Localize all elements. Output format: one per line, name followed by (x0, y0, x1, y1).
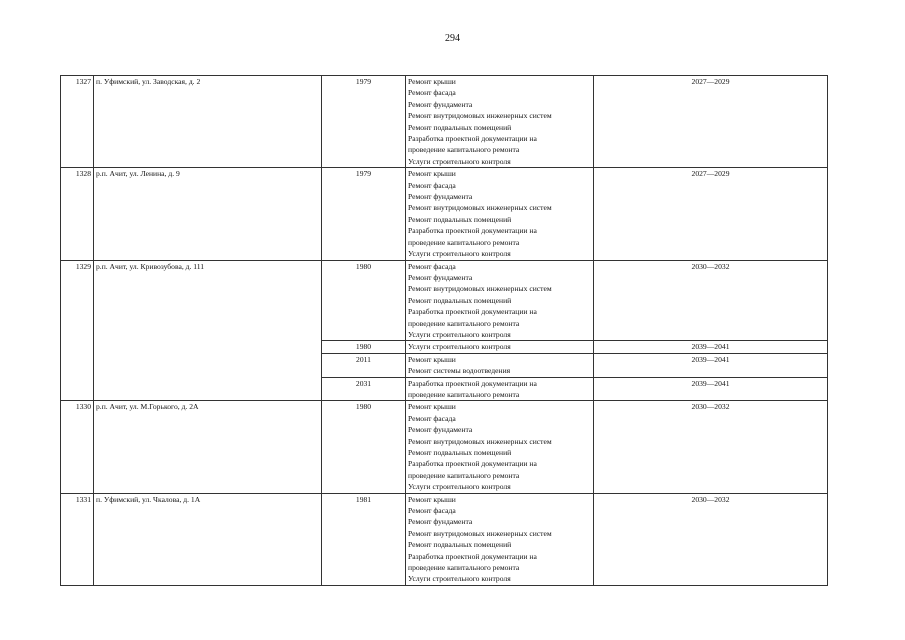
table-row (61, 76, 828, 168)
row-number: 1330 (61, 401, 94, 493)
period-cell: 2027—2029 (594, 76, 828, 168)
address-cell: р.п. Ачит, ул. Ленина, д. 9 (94, 168, 322, 260)
period-cell: 2030—2032 (594, 493, 828, 585)
work-item: проведение капитального ремонта (408, 563, 520, 573)
works-cell (406, 76, 594, 168)
work-item: Ремонт крыши (408, 169, 456, 179)
period-cell: 2027—2029 (594, 168, 828, 260)
period-cell: 2030—2032 (594, 401, 828, 493)
work-item: Ремонт подвальных помещений (408, 448, 512, 457)
work-item: Ремонт фундамента (408, 517, 473, 527)
work-item: Ремонт подвальных помещений (408, 122, 512, 132)
work-item: проведение капитального ремонта (408, 145, 520, 155)
work-item: Ремонт фасада (408, 506, 456, 516)
work-item: Ремонт подвальных помещений (408, 540, 512, 550)
work-item: Ремонт подвальных помещений (408, 295, 512, 305)
work-item: Разработка проектной документации на (408, 226, 537, 236)
work-item: Ремонт фундамента (408, 192, 473, 202)
work-item: Ремонт внутридомовых инженерных систем (408, 436, 552, 446)
row-number: 1327 (61, 76, 94, 168)
work-item: Ремонт крыши (408, 77, 456, 86)
work-item: проведение капитального ремонта (408, 237, 520, 247)
work-item: Ремонт внутридомовых инженерных систем (408, 528, 552, 538)
repair-schedule-table (60, 75, 828, 586)
works-cell (406, 341, 594, 353)
year-cell: 2011 (322, 353, 406, 377)
work-item: Ремонт внутридомовых инженерных систем (408, 111, 552, 121)
works-cell (406, 401, 594, 493)
table-row (61, 493, 828, 585)
work-item: Услуги строительного контроля (408, 249, 511, 259)
year-cell: 1979 (322, 76, 406, 168)
works-cell (406, 168, 594, 260)
work-item: Ремонт фундамента (408, 272, 473, 282)
work-item: Ремонт фундамента (408, 99, 473, 109)
period-cell: 2039—2041 (594, 341, 828, 353)
work-item: Услуги строительного контроля (408, 574, 511, 584)
work-item: Ремонт подвальных помещений (408, 214, 512, 224)
address-cell: п. Уфимский, ул. Заводская, д. 2 (94, 76, 322, 168)
table-row (61, 168, 828, 260)
work-item: Услуги строительного контроля (408, 482, 511, 492)
year-cell: 1980 (322, 341, 406, 353)
work-item: Ремонт внутридомовых инженерных систем (408, 284, 552, 294)
work-item: проведение капитального ремонта (408, 389, 520, 399)
work-item: Ремонт системы водоотведения (408, 366, 511, 376)
work-item: проведение капитального ремонта (408, 318, 520, 328)
work-item: Услуги строительного контроля (408, 156, 511, 166)
work-item: проведение капитального ремонта (408, 470, 520, 480)
year-cell: 1980 (322, 260, 406, 341)
row-number: 1331 (61, 493, 94, 585)
work-item: Услуги строительного контроля (408, 329, 511, 339)
works-cell (406, 353, 594, 377)
address-cell: р.п. Ачит, ул. М.Горького, д. 2А (94, 401, 322, 493)
year-cell: 1980 (322, 401, 406, 493)
year-cell: 2031 (322, 377, 406, 401)
work-item: Ремонт фасада (408, 261, 456, 271)
work-item: Разработка проектной документации на (408, 551, 537, 561)
work-item: Ремонт фасада (408, 413, 456, 423)
work-item: Услуги строительного контроля (408, 342, 511, 352)
work-item: Ремонт фундамента (408, 425, 473, 435)
works-cell (406, 377, 594, 401)
work-item: Разработка проектной документации на (408, 134, 537, 144)
page-number: 294 (445, 33, 460, 44)
year-cell: 1981 (322, 493, 406, 585)
work-item: Разработка проектной документации на (408, 307, 537, 317)
year-cell: 1979 (322, 168, 406, 260)
work-item: Ремонт фасада (408, 88, 456, 98)
address-cell: п. Уфимский, ул. Чкалова, д. 1А (94, 493, 322, 585)
work-item: Ремонт фасада (408, 180, 456, 190)
period-cell: 2030—2032 (594, 260, 828, 341)
work-item: Ремонт крыши (408, 402, 456, 412)
address-cell: р.п. Ачит, ул. Кривозубова, д. 111 (94, 260, 322, 401)
work-item: Разработка проектной документации на (408, 378, 537, 388)
row-number: 1329 (61, 260, 94, 401)
work-item: Разработка проектной документации на (408, 459, 537, 469)
period-cell: 2039—2041 (594, 377, 828, 401)
work-item: Ремонт крыши (408, 494, 456, 504)
work-item: Ремонт крыши (408, 354, 456, 364)
table-body (61, 76, 828, 586)
row-number: 1328 (61, 168, 94, 260)
works-cell (406, 260, 594, 341)
table-row (61, 401, 828, 493)
works-cell (406, 493, 594, 585)
period-cell: 2039—2041 (594, 353, 828, 377)
work-item: Ремонт внутридомовых инженерных систем (408, 203, 552, 213)
table-row (61, 260, 828, 341)
